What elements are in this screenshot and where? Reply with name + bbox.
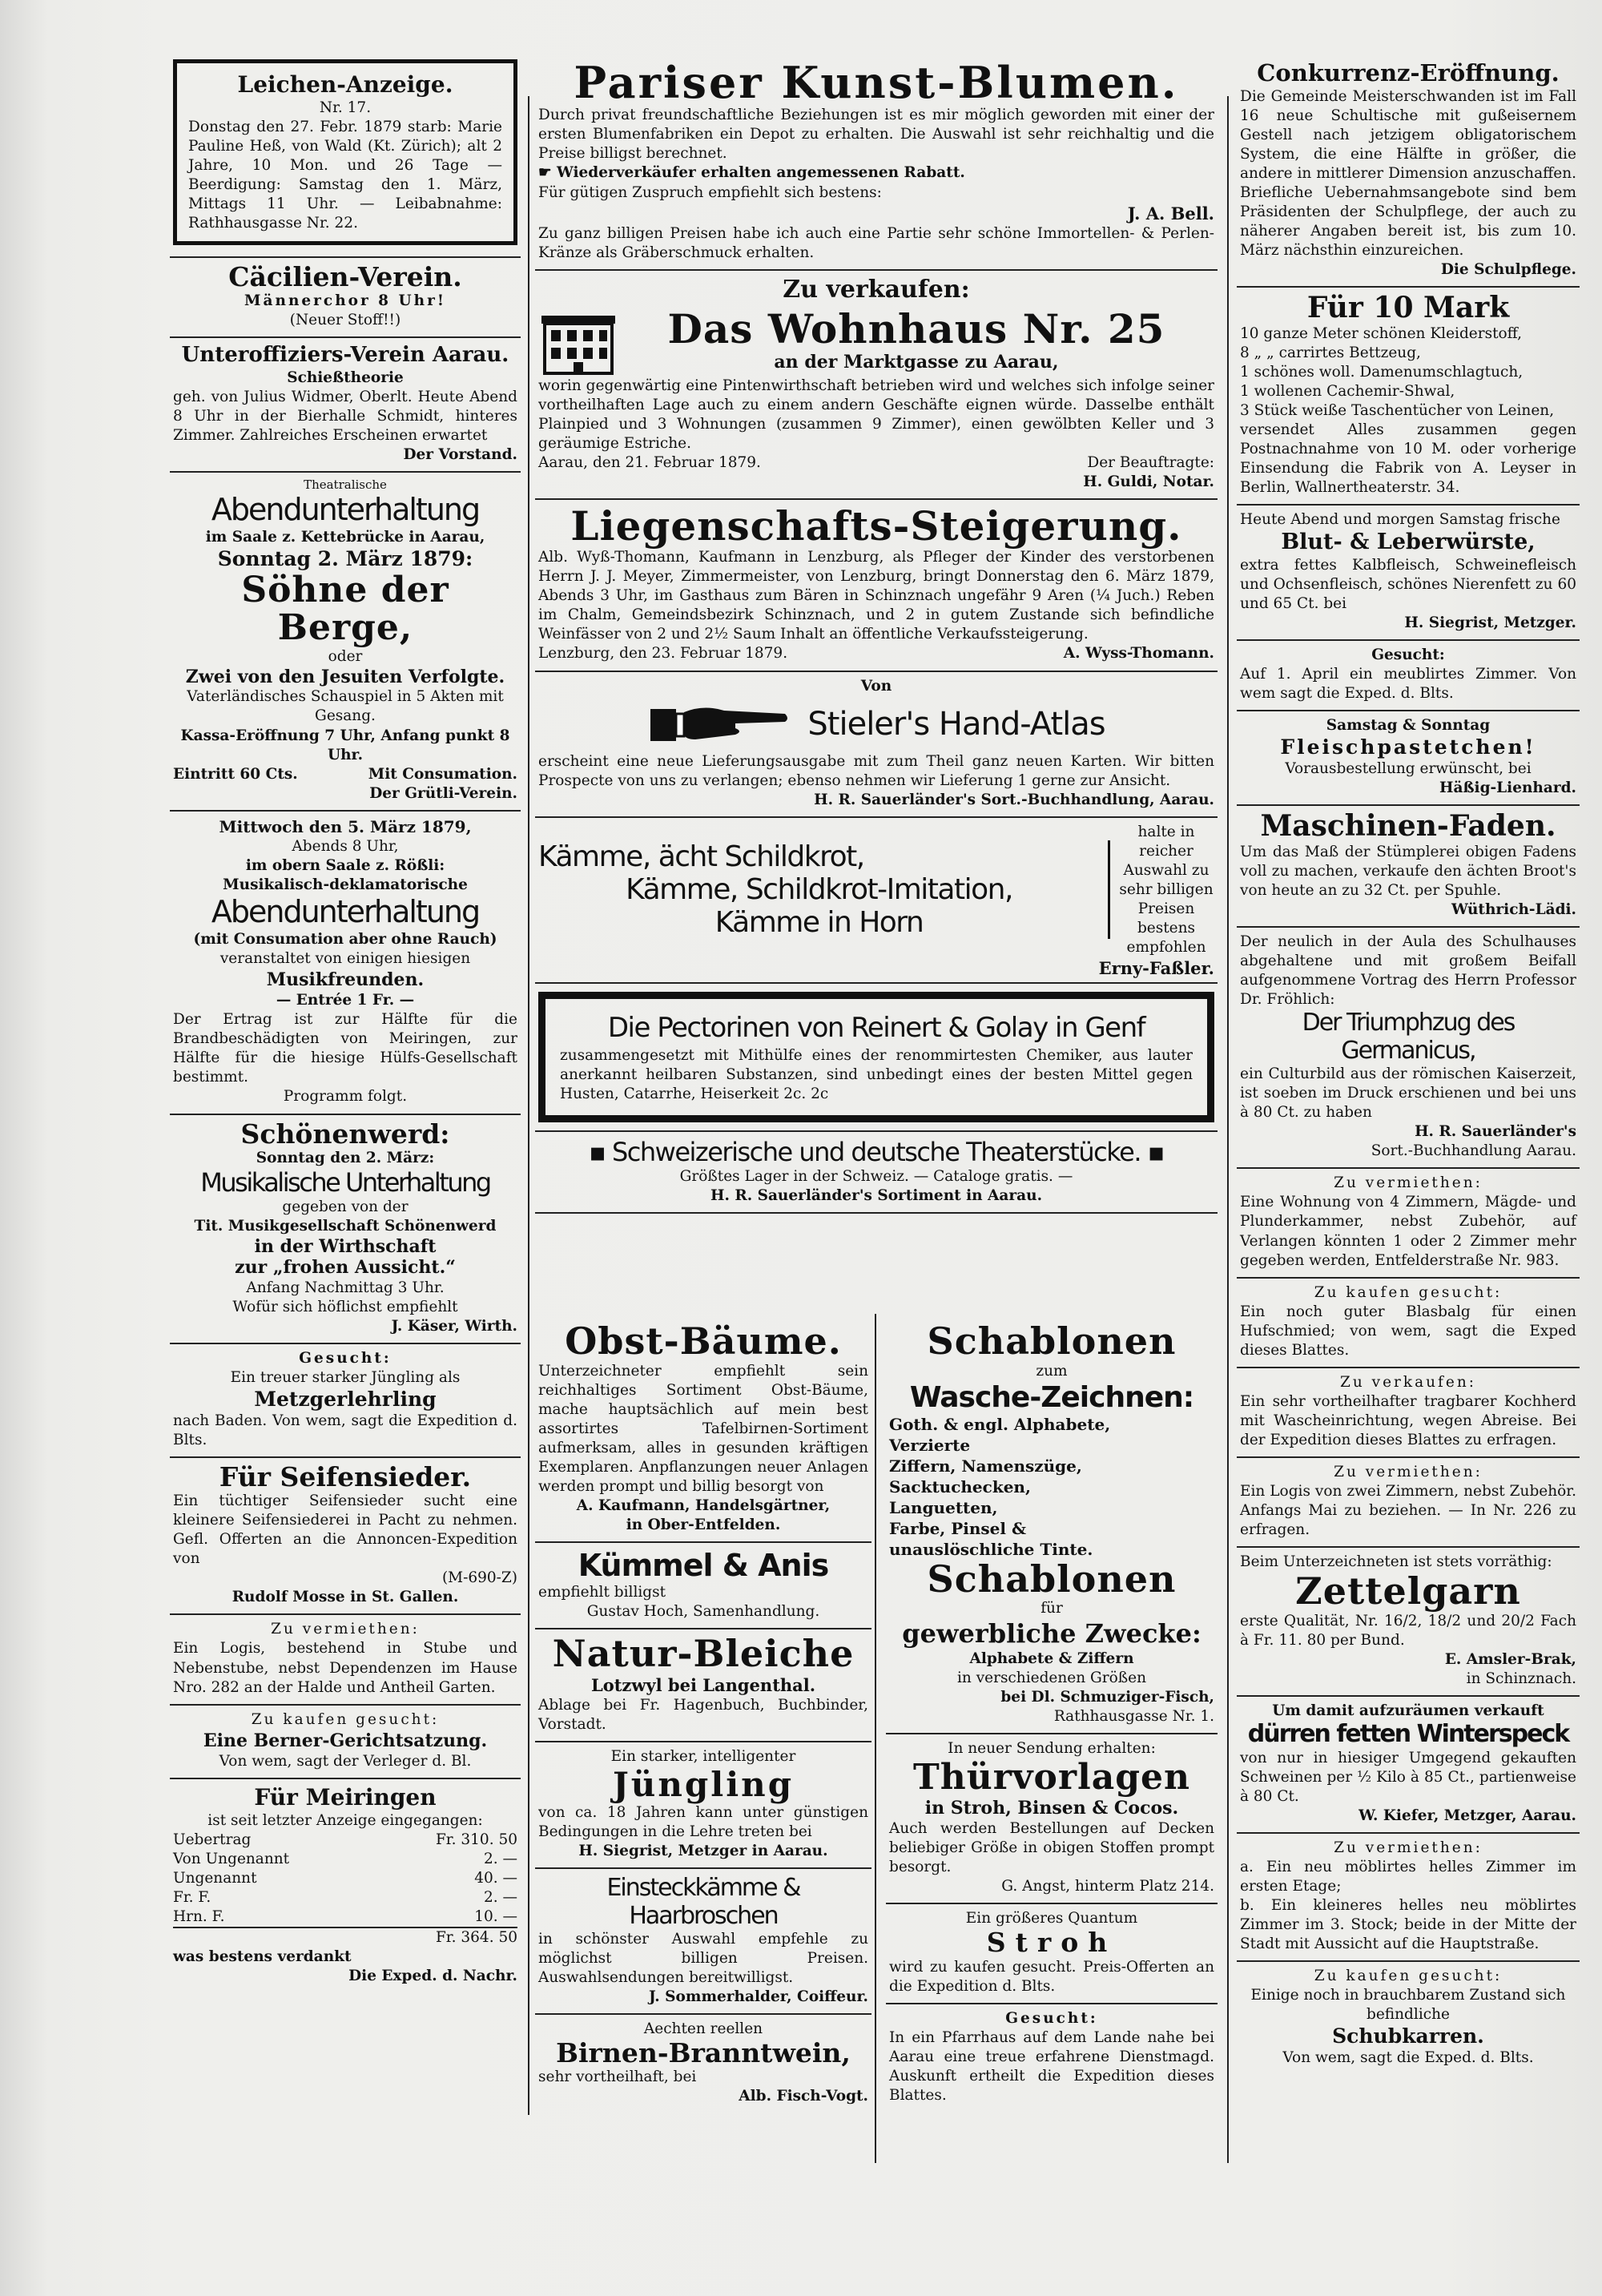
meiringen-row-label: Fr. F. — [173, 1889, 211, 1907]
zimmer-title: Gesucht: — [1371, 646, 1445, 663]
seifensieder-code: (M-690-Z) — [441, 1569, 517, 1587]
bleiche-title: Natur-Bleiche — [552, 1632, 855, 1676]
kaemme-side: halte in reicher Auswahl zu sehr billigen Preisen bestens empfohlen — [1119, 823, 1214, 956]
logis-text: Ein Logis von zwei Zimmern, nebst Zubehör. Anfangs Mai zu beziehen. — In Nr. 226 zu erfragen. — [1240, 1483, 1576, 1539]
obst-sign2: in Ober-Entfelden. — [626, 1517, 781, 1534]
meiringen-intro: ist seit letzter Anzeige eingegangen: — [207, 1811, 483, 1829]
ad-unteroffiziers-verein — [170, 338, 521, 472]
ad-obst-baeume — [535, 1317, 871, 1543]
gesucht-title: Gesucht: — [299, 1349, 392, 1367]
mittwoch-title: Abendunterhaltung — [211, 893, 480, 929]
meiringen-row-label: Hrn. F. — [173, 1908, 225, 1926]
zehnmark-item: 10 ganze Meter schönen Kleiderstoff, — [1240, 324, 1523, 342]
stieler-sign: H. R. Sauerländer's Sort.-Buchhandlung, Aarau. — [814, 791, 1214, 808]
schablonen-title2: Wasche-Zeichnen: — [909, 1380, 1194, 1414]
pectorinen-text: zusammengesetzt mit Mithülfe eines der renommirtesten Chemiker, aus lauter anerkannt heilbaren Substanzen, sind unbedingt eines der besten Mittel gegen Husten, Catarrhe, Heiserkeit 2c. 2c — [560, 1046, 1193, 1102]
ad-stieler-hand-atlas — [535, 672, 1218, 818]
obst-sign: A. Kaufmann, Handelsgärtner, — [576, 1497, 831, 1514]
conkurrenz-title: Conkurrenz-Eröffnung. — [1257, 59, 1560, 87]
liegenschaft-sign: A. Wyss-Thomann. — [1063, 645, 1214, 663]
unteroffiziers-title: Unteroffiziers-Verein Aarau. — [181, 343, 509, 368]
ad-kochherd — [1237, 1368, 1580, 1458]
birnen-text: sehr vortheilhaft, bei — [538, 2068, 697, 2086]
ad-fleischpastetchen — [1237, 711, 1580, 806]
einsteck-title: Einsteckkämme & Haarbroschen — [606, 1873, 800, 1930]
unteroffiziers-sub: Schießtheorie — [287, 369, 404, 386]
germanicus-title: Der Triumphzug des Germanicus, — [1302, 1009, 1515, 1065]
liegenschaft-date: Lenzburg, den 23. Februar 1879. — [538, 645, 788, 663]
pariser-text: Durch privat freundschaftliche Beziehungen ist es mir möglich geworden mit einer der ersten Blumenfabriken ein Depot zu erhalten. Die Auswahl ist sehr reichhaltig und die Preise billigst berechnet. — [538, 107, 1214, 163]
winterspeck-sign: W. Kiefer, Metzger, Aarau. — [1358, 1807, 1576, 1824]
schablonen-title3: Schablonen — [927, 1557, 1177, 1601]
zettelgarn-sign2: in Schinznach. — [1466, 1670, 1576, 1688]
pectorinen-box — [538, 992, 1214, 1122]
kaemme-line2: Kämme, Schildkrot-Imitation, — [626, 873, 1012, 907]
pariser-resellers-text: Wiederverkäufer erhalten angemessenen Rabatt. — [557, 164, 965, 182]
pasteten-kicker: Samstag & Sonntag — [1326, 717, 1491, 735]
schablonen-list2: Verzierte — [889, 1435, 971, 1455]
gesucht-big: Metzgerlehrling — [254, 1387, 437, 1411]
moebliert-text2: b. Ein kleineres helles neu möblirtes Zimmer im 3. Stock; beide in der Mitte der Stadt mit Aussicht auf die Hauptstraße. — [1240, 1896, 1576, 1953]
ad-conkurrenz-eroeffnung — [1237, 54, 1580, 288]
ad-schablonen — [886, 1317, 1218, 1734]
ad-wohnung — [1237, 1169, 1580, 1278]
theater-kicker: Theatralische — [304, 477, 387, 492]
kaemme-lines — [538, 840, 1110, 939]
meiringen-row-value: 40. — — [474, 1870, 517, 1887]
ad-juengling — [535, 1742, 871, 1869]
meiringen-row-value: 2. — — [483, 1851, 517, 1867]
kuemmel-title: Kümmel & Anis — [578, 1548, 829, 1584]
thuer-sub: in Stroh, Binsen & Cocos. — [924, 1797, 1179, 1819]
birnen-kicker: Aechten reellen — [643, 2020, 763, 2037]
mittwoch-entree: — Entrée 1 Fr. — — [276, 992, 415, 1009]
meiringen-total: Fr. 364. 50 — [173, 1927, 517, 1948]
ad-caecilien-verein — [170, 258, 521, 338]
pasteten-sign: Häßig-Lienhard. — [1439, 779, 1576, 797]
mittwoch-cons: (mit Consumation aber ohne Rauch) — [193, 930, 497, 948]
dienst-text: In ein Pfarrhaus auf dem Lande nahe bei Aarau eine treue erfahrene Dienstmagd. Auskunft ertheilt die Expedition dieses Blattes. — [889, 2028, 1214, 2104]
zehnmark-item: 1 schönes woll. Damenumschlagtuch, — [1240, 363, 1524, 381]
wohnhaus-header — [538, 304, 1214, 377]
wohnhaus-text: worin gegenwärtig eine Pintenwirthschaft betrieben wird und welches sich infolge seiner vortheilhaften Lage auch zu einem andern Geschäfte eignen würde. Dasselbe enthält Plainpied und 3 Wohnungen (zusammen 9 Zimmer), einen gewölbten Keller und 3 geräumige Estriche. — [538, 377, 1214, 453]
meiringen-row — [173, 1869, 517, 1888]
schablonen-fuer: für — [1040, 1600, 1063, 1617]
wohnhaus-agent: Der Beauftragte: — [1087, 454, 1214, 472]
zettelgarn-text: erste Qualität, Nr. 16/2, 18/2 und 20/2 Fach à Fr. 11. 80 per Bund. — [1240, 1612, 1576, 1649]
schoenenwerd-date: Sonntag den 2. März: — [256, 1149, 435, 1166]
thuer-title: Thürvorlagen — [913, 1757, 1190, 1799]
schablonen-zum: zum — [1036, 1362, 1068, 1380]
moebliert-title: Zu vermiethen: — [1334, 1839, 1483, 1856]
zimmer-text: Auf 1. April ein meublirtes Zimmer. Von wem sagt die Exped. d. Blts. — [1240, 665, 1576, 702]
conkurrenz-text: Die Gemeinde Meisterschwanden ist im Fall 16 neue Schultische mit gußeisernem Gestell nach jetzigem obligatorischem System, die eine Hälfte in größer, die andere in mittlerer Dimension anzuschaffen. Briefliche Uebernahmsangebote sind bem Präsidenten der Schulpflege, der auch zu näherer Angaben bereit ist, bis zum 10. März nächsthin einzureichen. — [1240, 87, 1576, 260]
ad-mittwoch-abendunterhaltung — [170, 812, 521, 1115]
stieler-text: erscheint eine neue Lieferungsausgabe mit zum Theil ganz neuen Karten. Wir bitten Prospecte von uns zu verlangen; ebenso nehmen wir Lieferung 1 gerne zur Ansicht. — [538, 752, 1214, 789]
mittwoch-by2: Musikfreunden. — [266, 969, 425, 990]
meiringen-row-label: Von Ungenannt — [173, 1851, 290, 1867]
ad-maschinen-faden — [1237, 806, 1580, 928]
blasbalg-text: Ein noch guter Blasbalg für einen Hufschmied; von wem, sagt die Exped dieses Blattes. — [1240, 1303, 1576, 1359]
ad-winterspeck — [1237, 1697, 1580, 1834]
death-notice-text: Donstag den 27. Febr. 1879 starb: Marie Pauline Heß, von Wald (Kt. Zürich); alt 2 Jahre, 10 Mon. und 26 Tage — Beerdigung: Samstag den 1. März, Mittags 11 Uhr. — Leibabnahme: Rathhausgasse Nr. 22. — [188, 118, 502, 232]
schablonen-list4: Sacktuchecken, — [889, 1476, 1031, 1496]
ad-fuer-meiringen — [170, 1779, 521, 1992]
ad-liegenschafts-steigerung — [535, 500, 1218, 671]
theater-entry-right: Mit Consumation. — [368, 765, 517, 783]
pariser-resellers — [538, 163, 1214, 183]
schubkarren-title: Zu kaufen gesucht: — [1314, 1968, 1503, 1985]
theater-text: Größtes Lager in der Schweiz. — Cataloge gratis. — — [679, 1167, 1073, 1185]
ad-schubkarren — [1237, 1962, 1580, 2074]
moebliert-text1: a. Ein neu möblirtes helles Zimmer im ersten Etage; — [1240, 1858, 1576, 1895]
obst-title: Obst-Bäume. — [565, 1319, 842, 1363]
winterspeck-text: von nur in hiesiger Umgegend gekauften Schweinen per ½ Kilo à 85 Ct., partienweise à 80 Ct. — [1240, 1749, 1576, 1805]
ad-gesucht-metzgerlehrling — [170, 1344, 521, 1458]
ad-pectorinen — [535, 984, 1218, 1131]
theater-play: Söhne der Berge, — [241, 569, 449, 649]
caecilien-line1: Männerchor 8 Uhr! — [244, 292, 446, 310]
liegenschaft-footer — [538, 644, 1214, 663]
wohnhaus-kicker: Zu verkaufen: — [783, 275, 970, 304]
meiringen-row-value: Fr. 310. 50 — [435, 1831, 517, 1848]
pectorinen-title: Die Pectorinen von Reinert & Golay in Genf — [607, 1012, 1145, 1045]
column-middle — [535, 54, 1218, 2153]
seifensieder-title: Für Seifensieder. — [219, 1460, 472, 1492]
zehnmark-title: Für 10 Mark — [1306, 291, 1510, 325]
theater-sign: Der Grütli-Verein. — [369, 784, 517, 802]
theater-title: Abendunterhaltung — [211, 492, 480, 528]
einsteck-sign: J. Sommerhalder, Coiffeur. — [648, 1988, 868, 2005]
ad-leichen-anzeige — [170, 54, 521, 258]
schoenenwerd-recommend: Wofür sich höflichst empfiehlt — [232, 1298, 458, 1315]
birnen-title: Birnen-Branntwein, — [556, 2037, 851, 2069]
mittwoch-place: im obern Saale z. Rößli: — [245, 856, 445, 874]
death-notice-number: Nr. 17. — [319, 99, 372, 116]
column-left — [170, 54, 521, 2121]
kaemme-body — [538, 823, 1214, 957]
germanicus-sign: H. R. Sauerländer's — [1415, 1123, 1576, 1141]
theater-play2: Zwei von den Jesuiten Verfolgte. — [185, 667, 505, 688]
meiringen-title: Für Meiringen — [254, 1784, 437, 1811]
column-right — [1237, 54, 1580, 2169]
zehnmark-item: 1 wollenen Cachemir-Shwal, — [1240, 383, 1455, 400]
zehnmark-item: 3 Stück weiße Taschentücher von Leinen, — [1240, 402, 1555, 420]
pointing-hand-icon — [647, 696, 791, 752]
stieler-von: Von — [860, 677, 892, 695]
theater-oder: oder — [328, 648, 363, 665]
ad-blasbalg — [1237, 1279, 1580, 1368]
schablonen-sub2: in verschiedenen Größen — [956, 1669, 1147, 1686]
middle-subcolumn-left — [535, 1317, 871, 2153]
house-icon — [538, 304, 618, 377]
ad-wohnhaus — [535, 271, 1218, 500]
theater-title-text: Schweizerische und deutsche Theaterstücke. — [611, 1136, 1141, 1167]
ad-gesucht-zimmer — [1237, 641, 1580, 711]
schoenenwerd-big: Musikalische Unterhaltung — [200, 1166, 490, 1198]
faden-sign: Wüthrich-Lädi. — [1451, 900, 1576, 918]
faden-text: Um das Maß der Stümplerei obigen Fadens voll zu machen, verkaufe den ächten Broot's von heute an zu 32 Ct. per Spuhle. — [1240, 843, 1576, 899]
juengling-text: von ca. 18 Jahren kann unter günstigen Bedingungen in die Lehre treten bei — [538, 1803, 868, 1840]
thuer-sign: G. Angst, hinterm Platz 214. — [1001, 1878, 1214, 1895]
wohnhaus-sign: H. Guldi, Notar. — [1083, 473, 1214, 491]
pariser-sign: J. A. Bell. — [1127, 203, 1214, 224]
bleiche-sub: Lotzwyl bei Langenthal. — [590, 1674, 816, 1695]
schoenenwerd-place: in der Wirthschaft — [254, 1235, 437, 1257]
kaemme-sign: Erny-Faßler. — [1098, 958, 1214, 979]
ad-theater-abendunterhaltung — [170, 473, 521, 812]
gesucht-text: Ein treuer starker Jüngling als — [230, 1368, 461, 1386]
pariser-extra: Zu ganz billigen Preisen habe ich auch eine Partie sehr schöne Immortellen- & Perlen-Kränze als Gräberschmuck erhalten. — [538, 224, 1214, 261]
theater-place: im Saale z. Kettebrücke in Aarau, — [205, 528, 485, 546]
ad-germanicus — [1237, 928, 1580, 1169]
logis-title: Zu vermiethen: — [1334, 1464, 1483, 1480]
zettelgarn-intro: Beim Unterzeichneten ist stets vorräthig: — [1240, 1553, 1552, 1571]
ad-logis — [1237, 1458, 1580, 1548]
mittwoch-program: Programm folgt. — [283, 1088, 408, 1106]
wohnung-title: Zu vermiethen: — [1334, 1174, 1483, 1192]
stieler-title: Stieler's Hand-Atlas — [807, 705, 1105, 743]
ad-vermiethen-logis — [170, 1615, 521, 1705]
liegenschaft-text: Alb. Wyß-Thomann, Kaufmann in Lenzburg, als Pfleger der Kinder des verstorbenen Herrn J. J. Meyer, Zimmermeister, von Lenzburg, bringt Donnerstag den 6. März 1879, Abends 3 Uhr, im Gasthaus zum Bären in Schinznach ungefähr 9 Aren (¼ Juch.) Reben im Chalm, Gemeindsbezirk Schinznach, und 2 in gutem Zustande sich befindliche Weinfässer von 2 und 2½ Saum Inhalt an öffentliche Verkaufssteigerung. — [538, 549, 1214, 643]
ad-pariser-kunst-blumen — [535, 54, 1218, 271]
zettelgarn-title: Zettelgarn — [1295, 1569, 1521, 1613]
theater-title — [538, 1137, 1214, 1167]
mittwoch-time: Abends 8 Uhr, — [292, 837, 399, 855]
ad-blut-leberwuerste — [1237, 506, 1580, 641]
obst-text: Unterzeichneter empfiehlt sein reichhaltiges Sortiment Obst-Bäume, mache hauptsächlich auf mein best assortirtes Tafelbirnen-Sortiment aufmerksam, alles in gesunden kräftigen Exemplaren. Anpflanzungen neuer Anlagen werden prompt und billig besorgt von — [538, 1362, 868, 1495]
pariser-title: Pariser Kunst-Blumen. — [574, 57, 1179, 108]
schablonen-sub: Alphabete & Ziffern — [969, 1649, 1134, 1667]
kuemmel-text: empfiehlt billigst — [538, 1584, 666, 1601]
theater-times: Kassa-Eröffnung 7 Uhr, Anfang punkt 8 Uhr. — [180, 727, 510, 763]
kochherd-text: Ein sehr vortheilhafter tragbarer Kochherd mit Wascheinrichtung, wegen Abreise. Bei der Expedition dieses Blattes zu erfragen. — [1240, 1392, 1576, 1448]
schablonen-list7: unauslöschliche Tinte. — [889, 1539, 1093, 1559]
faden-title: Maschinen-Faden. — [1260, 809, 1556, 844]
ad-fuer-10-mark — [1237, 288, 1580, 506]
juengling-kicker: Ein starker, intelligenter — [610, 1748, 796, 1766]
zettelgarn-sign: E. Amsler-Brak, — [1444, 1651, 1576, 1668]
stroh-title: Stroh — [986, 1927, 1117, 1959]
schablonen-title: Schablonen — [927, 1319, 1177, 1363]
schubkarren-big: Schubkarren. — [1332, 2024, 1484, 2048]
mittwoch-by: veranstaltet von einigen hiesigen — [219, 949, 471, 967]
theater-date: Sonntag 2. März 1879: — [217, 546, 473, 570]
pasteten-text: Vorausbestellung erwünscht, bei — [1285, 760, 1532, 778]
meiringen-sign: Die Exped. d. Nachr. — [348, 1968, 517, 1985]
meiringen-row — [173, 1831, 517, 1850]
unteroffiziers-text: geh. von Julius Widmer, Oberlt. Heute Abend 8 Uhr in der Bierhalle Schmidt, hinteres Zimmer. Zahlreiches Erscheinen erwartet — [173, 388, 517, 444]
schoenenwerd-title: Schönenwerd: — [240, 1118, 450, 1150]
germanicus-text2: ein Culturbild aus der römischen Kaiserzeit, ist soeben im Druck erschienen und bei uns à 80 Ct. zu haben — [1240, 1065, 1576, 1122]
meiringen-row — [173, 1850, 517, 1869]
meiringen-row-label: Uebertrag — [173, 1831, 252, 1848]
kaemme-line1: Kämme, ächt Schildkrot, — [538, 840, 864, 874]
berner-text: Von wem, sagt der Verleger d. Bl. — [219, 1753, 472, 1770]
zehnmark-item: 8 „ „ carrirtes Bettzeug, — [1240, 344, 1421, 361]
schablonen-title4: gewerbliche Zwecke: — [902, 1618, 1202, 1649]
ad-natur-bleiche — [535, 1629, 871, 1742]
winterspeck-intro: Um damit aufzuräumen verkauft — [1272, 1702, 1544, 1720]
caecilien-line2: (Neuer Stoff!!) — [289, 312, 401, 329]
juengling-title: Jüngling — [612, 1765, 795, 1805]
middle-subcolumn-right — [886, 1317, 1218, 2153]
ad-dienstmagd — [886, 2004, 1218, 2112]
schablonen-sign2: Rathhausgasse Nr. 1. — [1053, 1707, 1214, 1725]
juengling-sign: H. Siegrist, Metzger in Aarau. — [578, 1842, 828, 1859]
stroh-text: wird zu kaufen gesucht. Preis-Offerten an die Expedition d. Blts. — [889, 1958, 1214, 1995]
ad-schoenenwerd — [170, 1115, 521, 1344]
seifensieder-text: Ein tüchtiger Seifensieder sucht eine kleinere Seifensiederei in Pacht zu nehmen. Gefl. Offerten an die Annoncen-Expedition von — [173, 1492, 517, 1568]
death-notice-title: Leichen-Anzeige. — [237, 71, 453, 98]
theater-desc: Vaterländisches Schauspiel in 5 Akten mit Gesang. — [187, 688, 504, 725]
ad-stroh — [886, 1904, 1218, 2004]
wohnung-text: Eine Wohnung von 4 Zimmern, Mägde- und Plunderkammer, nebst Zubehör, auf Verlangen könnten 1 oder 2 Zimmer mehr gegeben werden, Entfelderstraße Nr. 983. — [1240, 1194, 1576, 1269]
ad-thuervorlagen — [886, 1734, 1218, 1904]
stieler-header — [538, 696, 1214, 752]
thuer-kicker: In neuer Sendung erhalten: — [948, 1740, 1156, 1758]
ad-kaemme — [535, 818, 1218, 985]
kochherd-title: Zu verkaufen: — [1340, 1373, 1476, 1391]
theater-entry-left: Eintritt 60 Cts. — [173, 765, 298, 783]
death-notice-box — [173, 59, 517, 245]
pasteten-title: Fleischpastetchen! — [1280, 735, 1536, 759]
mittwoch-text: Der Ertrag ist zur Hälfte für die Brandbeschädigten von Meiringen, zur Hälfte für die hiesige Hülfs-Gesellschaft bestimmt. — [173, 1011, 517, 1086]
meiringen-row — [173, 1888, 517, 1907]
meiringen-row — [173, 1907, 517, 1927]
ad-birnen-branntwein — [535, 2015, 871, 2113]
wohnhaus-date: Aarau, den 21. Februar 1879. — [538, 454, 761, 472]
ad-berner-gerichtsatzung — [170, 1706, 521, 1780]
blasbalg-title: Zu kaufen gesucht: — [1314, 1283, 1503, 1301]
square-bullet-icon: ▪ — [589, 1136, 612, 1167]
theater-sign: H. R. Sauerländer's Sortiment in Aarau. — [710, 1186, 1043, 1204]
seifensieder-sign: Rudolf Mosse in St. Gallen. — [231, 1589, 459, 1606]
ad-theaterstuecke — [535, 1132, 1218, 1214]
germanicus-text: Der neulich in der Aula des Schulhauses abgehaltene und mit großem Beifall aufgenommene Vortrag des Herrn Professor Dr. Fröhlich: — [1240, 932, 1576, 1009]
blut-text: Heute Abend und morgen Samstag frische — [1240, 511, 1560, 529]
einsteck-text: in schönster Auswahl empfehle zu möglichst billigen Preisen. Auswahlsendungen bereitwilligst. — [538, 1930, 868, 1986]
meiringen-row-value: 10. — — [474, 1908, 517, 1926]
meiringen-row-value: 2. — — [483, 1889, 517, 1907]
schablonen-list5: Languetten, — [889, 1497, 998, 1517]
unteroffiziers-sign: Der Vorstand. — [403, 445, 517, 463]
kuemmel-sign: Gustav Hoch, Samenhandlung. — [586, 1603, 820, 1621]
column-rule-left — [528, 96, 529, 2115]
liegenschaft-title: Liegenschafts-Steigerung. — [570, 502, 1182, 550]
ad-zettelgarn — [1237, 1548, 1580, 1697]
mittwoch-kind: Musikalisch-deklamatorische — [223, 876, 468, 893]
caecilien-title: Cäcilien-Verein. — [228, 260, 462, 292]
schubkarren-text: Einige noch in brauchbarem Zustand sich befindliche — [1250, 1987, 1566, 2024]
vermiethen-title: Zu vermiethen: — [271, 1621, 420, 1638]
pointing-hand-icon: ☛ — [538, 164, 557, 182]
blut-title: Blut- & Leberwürste, — [1281, 530, 1536, 555]
bleiche-text: Ablage bei Fr. Hagenbuch, Buchbinder, Vorstadt. — [538, 1697, 868, 1734]
stroh-kicker: Ein größeres Quantum — [965, 1910, 1138, 1927]
theater-entry-row — [173, 765, 517, 784]
germanicus-sign2: Sort.-Buchhandlung Aarau. — [1371, 1142, 1576, 1160]
schoenenwerd-by: gegeben von der — [282, 1198, 409, 1215]
berner-big: Eine Berner-Gerichtsatzung. — [203, 1730, 488, 1751]
berner-title: Zu kaufen gesucht: — [251, 1710, 440, 1728]
schoenenwerd-place2: zur „frohen Aussicht.“ — [235, 1257, 456, 1279]
meiringen-thanks: was bestens verdankt — [173, 1948, 352, 1966]
schoenenwerd-time: Anfang Nachmittag 3 Uhr. — [246, 1279, 445, 1296]
schubkarren-text2: Von wem, sagt die Exped. d. Blts. — [1282, 2049, 1534, 2067]
schablonen-sign: bei Dl. Schmuziger-Fisch, — [1000, 1688, 1214, 1706]
ad-seifensieder — [170, 1458, 521, 1616]
meiringen-row-label: Ungenannt — [173, 1870, 257, 1887]
dienst-title: Gesucht: — [1005, 2009, 1098, 2027]
zehnmark-text: versendet Alles zusammen gegen Postnachnahme von 10 M. oder vorherige Einsendung die Fabrik von A. Leyser in Berlin, Wallnertheaterstr. 34. — [1240, 421, 1576, 497]
thuer-text: Auch werden Bestellungen auf Decken beliebiger Größe in obigen Stoffen prompt besorgt. — [889, 1820, 1214, 1876]
schoenenwerd-by2: Tit. Musikgesellschaft Schönenwerd — [194, 1217, 497, 1235]
pariser-zuspruch: Für gütigen Zuspruch empfiehlt sich bestens: — [538, 183, 882, 201]
ad-moeblierte-zimmer — [1237, 1834, 1580, 1962]
blut-sign: H. Siegrist, Metzger. — [1404, 614, 1576, 631]
wohnhaus-sub: an der Marktgasse zu Aarau, — [774, 351, 1059, 373]
column-rule-right — [1227, 96, 1229, 2163]
square-bullet-icon: ▪ — [1141, 1136, 1164, 1167]
birnen-sign: Alb. Fisch-Vogt. — [739, 2088, 868, 2105]
ad-kuemmel-anis — [535, 1543, 871, 1629]
wohnhaus-title: Das Wohnhaus Nr. 25 — [667, 304, 1165, 352]
gesucht-text2: nach Baden. Von wem, sagt die Expedition d. Blts. — [173, 1412, 517, 1448]
mittwoch-date: Mittwoch den 5. März 1879, — [219, 816, 472, 836]
kaemme-line3: Kämme in Horn — [714, 906, 924, 940]
ad-einsteckkaemme — [535, 1869, 871, 2015]
schoenenwerd-sign: J. Käser, Wirth. — [391, 1317, 517, 1335]
vermiethen-text: Ein Logis, bestehend in Stube und Nebenstube, nebst Dependenzen im Hause Nro. 282 an der Halde und Antheil Garten. — [173, 1640, 517, 1696]
wohnhaus-footer — [538, 453, 1214, 473]
blut-text2: extra fettes Kalbfleisch, Schweinefleisch und Ochsenfleisch, schönes Nierenfett zu 60 und 65 Ct. bei — [1240, 556, 1576, 612]
schablonen-list1: Goth. & engl. Alphabete, — [889, 1414, 1111, 1434]
schablonen-list6: Farbe, Pinsel & — [889, 1518, 1027, 1538]
schablonen-list3: Ziffern, Namenszüge, — [889, 1456, 1082, 1476]
winterspeck-title: dürren fetten Winterspeck — [1247, 1720, 1569, 1749]
conkurrenz-sign: Die Schulpflege. — [1440, 261, 1576, 279]
